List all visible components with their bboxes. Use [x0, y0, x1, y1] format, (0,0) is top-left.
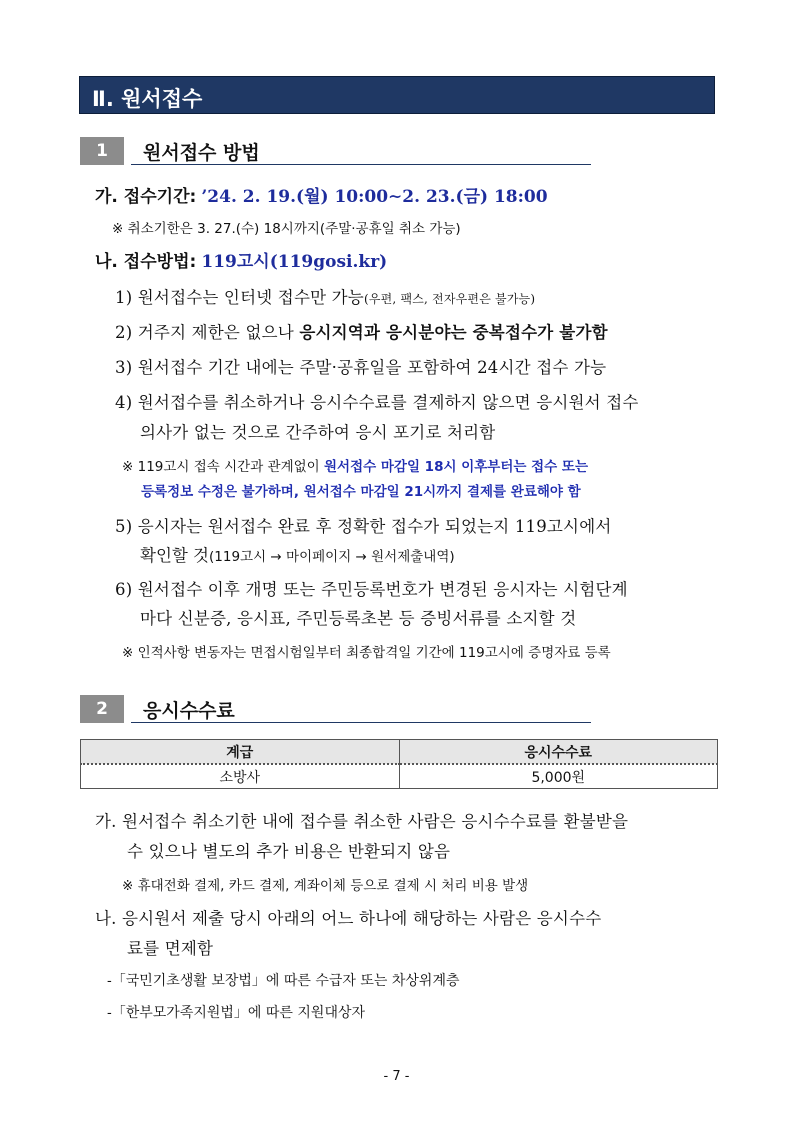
method-label: 나. 접수방법:	[95, 252, 197, 272]
fee-table	[80, 739, 718, 789]
deadline-note-highlight1: 원서접수 마감일 18시 이후부터는 접수 또는	[324, 459, 588, 475]
item-1-num: 1)	[115, 288, 133, 307]
item-6-line2: 마다 신분증, 응시표, 주민등록초본 등 증빙서류를 소지할 것	[140, 609, 577, 628]
item-5	[115, 513, 611, 537]
method-line	[95, 247, 387, 272]
refund-line2: 수 있으나 별도의 추가 비용은 반환되지 않음	[127, 842, 451, 861]
exemption-item-1: -「국민기초생활 보장법」에 따른 수급자 또는 차상위계층	[107, 973, 460, 989]
item-2-num: 2)	[115, 323, 133, 342]
fee-table-header-row	[81, 740, 718, 765]
section-title-2: 응시수수료	[143, 700, 235, 722]
table-row	[81, 764, 718, 789]
change-note: ※ 인적사항 변동자는 면접시험일부터 최종합격일 기간에 119고시에 증명자료 등록	[122, 645, 611, 661]
item-5-line2-wrap	[140, 542, 455, 566]
section-number-1: 1	[80, 137, 124, 165]
item-5-line2: 확인할 것	[140, 546, 210, 565]
item-2-bold: 응시지역과 응시분야는 중복접수가 불가함	[299, 323, 608, 342]
page-number: - 7 -	[383, 1069, 410, 1084]
fee-table-header-fee: 응시수수료	[399, 740, 718, 765]
item-5-line2-small: (119고시 → 마이페이지 → 원서제출내역)	[209, 549, 455, 565]
item-4-line2: 의사가 없는 것으로 간주하여 응시 포기로 처리함	[140, 423, 496, 442]
item-3-num: 3)	[115, 358, 133, 377]
deadline-note	[122, 455, 588, 475]
item-5-num: 5)	[115, 517, 133, 536]
item-5-line1: 응시자는 원서접수 완료 후 정확한 접수가 되었는지 119고시에서	[137, 517, 612, 536]
chapter-title: Ⅱ. 원서접수	[92, 87, 203, 111]
cancel-note: ※ 취소기한은 3. 27.(수) 18시까지(주말·공휴일 취소 가능)	[112, 221, 461, 237]
item-1-small: (우편, 팩스, 전자우편은 불가능)	[363, 292, 536, 306]
period-line	[95, 182, 548, 207]
section-number-2: 2	[80, 695, 124, 723]
exemption-item-2: -「한부모가족지원법」에 따른 지원대상자	[107, 1005, 366, 1021]
deadline-note-highlight2: 등록정보 수정은 불가하며, 원서접수 마감일 21시까지 결제를 완료해야 함	[141, 484, 581, 500]
item-2	[115, 319, 608, 343]
item-3	[115, 354, 606, 378]
fee-table-header-rank: 계급	[81, 740, 400, 765]
period-value: ’24. 2. 19.(월) 10:00∼2. 23.(금) 18:00	[201, 187, 548, 207]
chapter-header-bar	[79, 76, 715, 114]
item-3-text: 원서접수 기간 내에는 주말·공휴일을 포함하여 24시간 접수 가능	[137, 358, 607, 377]
item-1	[115, 284, 535, 308]
item-1-text: 원서접수는 인터넷 접수만 가능	[137, 288, 364, 307]
payment-note: ※ 휴대전화 결제, 카드 결제, 계좌이체 등으로 결제 시 처리 비용 발생	[122, 878, 529, 894]
item-6-num: 6)	[115, 580, 133, 599]
exemption-line2: 료를 면제함	[127, 939, 214, 958]
deadline-note-prefix: ※ 119고시 접속 시간과 관계없이	[122, 459, 324, 475]
item-6	[115, 576, 628, 600]
section-underline-1	[131, 164, 591, 165]
period-label: 가. 접수기간:	[95, 187, 197, 207]
refund-line1: 가. 원서접수 취소기한 내에 접수를 취소한 사람은 응시수수료를 환불받을	[95, 812, 629, 831]
item-4-line1: 원서접수를 취소하거나 응시수수료를 결제하지 않으면 응시원서 접수	[137, 393, 639, 412]
fee-table-cell-fee: 5,000원	[399, 764, 718, 789]
item-4	[115, 389, 639, 413]
fee-table-cell-rank: 소방사	[81, 764, 400, 789]
item-2-text: 거주지 제한은 없으나	[137, 323, 300, 342]
exemption-line1: 나. 응시원서 제출 당시 아래의 어느 하나에 해당하는 사람은 응시수수	[95, 909, 602, 928]
item-6-line1: 원서접수 이후 개명 또는 주민등록번호가 변경된 응시자는 시험단계	[137, 580, 628, 599]
item-4-num: 4)	[115, 393, 133, 412]
section-underline-2	[131, 722, 591, 723]
method-value: 119고시(119gosi.kr)	[201, 252, 388, 272]
section-title-1: 원서접수 방법	[143, 142, 260, 164]
